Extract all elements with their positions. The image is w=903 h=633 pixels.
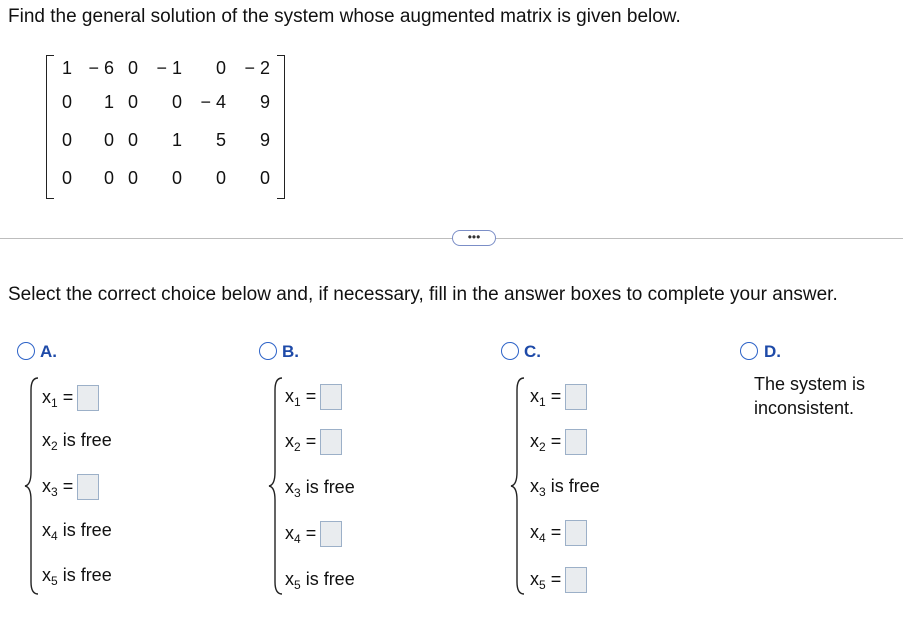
choice-a-x1-answer-box[interactable]: [77, 385, 99, 411]
choice-c-row-4: $x_4$ =: [530, 520, 587, 544]
matrix-cell: 0: [127, 168, 138, 188]
choice-b-x1-answer-box[interactable]: [320, 384, 342, 410]
choice-a-row-3: $x_3$ =: [42, 474, 99, 498]
question-title: Find the general solution of the system whose augmented matrix is given below.: [8, 6, 681, 27]
choice-b-row-2: $x_2$ =: [285, 429, 342, 453]
choice-c-row-1: $x_1$ =: [530, 384, 587, 408]
choice-c-x2-answer-box[interactable]: [565, 429, 587, 455]
choice-b-label: B.: [282, 342, 299, 361]
choice-c-x1-answer-box[interactable]: [565, 384, 587, 410]
choice-b-brace: [268, 376, 286, 596]
choice-c-x5-answer-box[interactable]: [565, 567, 587, 593]
matrix-cell: 0: [61, 168, 72, 188]
choice-c-brace: [510, 376, 528, 596]
matrix-cell: 5: [215, 130, 226, 150]
matrix-left-bracket: [46, 55, 54, 199]
choice-a-brace: [24, 376, 42, 596]
matrix-cell: 0: [171, 168, 182, 188]
matrix-cell: 0: [259, 168, 270, 188]
choice-a-row-2: $x_2$ is free: [42, 430, 112, 453]
matrix-cell: 1: [171, 130, 182, 150]
choice-b-row-5: $x_5$ is free: [285, 569, 355, 592]
matrix-cell: − 4: [200, 92, 226, 112]
choice-a-row-4: $x_4$ is free: [42, 520, 112, 543]
matrix-cell: 0: [61, 92, 72, 112]
choice-d-radio[interactable]: [740, 342, 758, 360]
show-more-button[interactable]: •••: [452, 230, 496, 246]
matrix-right-bracket: [277, 55, 285, 199]
matrix-cell: 0: [103, 168, 114, 188]
matrix-cell: − 6: [88, 58, 114, 78]
choice-d-text: The system is inconsistent.: [754, 374, 866, 418]
matrix-cell: 0: [127, 58, 138, 78]
choice-b-radio[interactable]: [259, 342, 277, 360]
choice-b-row-4: $x_4$ =: [285, 521, 342, 545]
instruction-text: Select the correct choice below and, if necessary, fill in the answer boxes to complete your answer.: [8, 284, 838, 305]
choice-b-row-3: $x_3$ is free: [285, 477, 355, 500]
matrix-cell: 9: [259, 92, 270, 112]
choice-a-row-5: $x_5$ is free: [42, 565, 112, 588]
choice-b-x4-answer-box[interactable]: [320, 521, 342, 547]
choice-a-row-1: $x_1$ =: [42, 385, 99, 409]
matrix-cell: 0: [127, 92, 138, 112]
choice-a-x3-answer-box[interactable]: [77, 474, 99, 500]
matrix-cell: 0: [61, 130, 72, 150]
matrix-cell: 0: [171, 92, 182, 112]
matrix-cell: 9: [259, 130, 270, 150]
choice-c-row-5: $x_5$ =: [530, 567, 587, 591]
matrix-cell: − 2: [244, 58, 270, 78]
matrix-cell: 0: [103, 130, 114, 150]
choice-a-label: A.: [40, 342, 57, 361]
choice-c-radio[interactable]: [501, 342, 519, 360]
choice-a-radio[interactable]: [17, 342, 35, 360]
choice-b-row-1: $x_1$ =: [285, 384, 342, 408]
matrix-cell: 1: [61, 58, 72, 78]
matrix-cell: 0: [127, 130, 138, 150]
matrix-cell: − 1: [156, 58, 182, 78]
choice-c-row-3: $x_3$ is free: [530, 476, 600, 499]
choice-d-label: D.: [764, 342, 781, 361]
choice-c-x4-answer-box[interactable]: [565, 520, 587, 546]
matrix-cell: 0: [215, 168, 226, 188]
matrix-cell: 0: [215, 58, 226, 78]
choice-c-row-2: $x_2$ =: [530, 429, 587, 453]
choice-b-x2-answer-box[interactable]: [320, 429, 342, 455]
matrix-cell: 1: [103, 92, 114, 112]
choice-c-label: C.: [524, 342, 541, 361]
